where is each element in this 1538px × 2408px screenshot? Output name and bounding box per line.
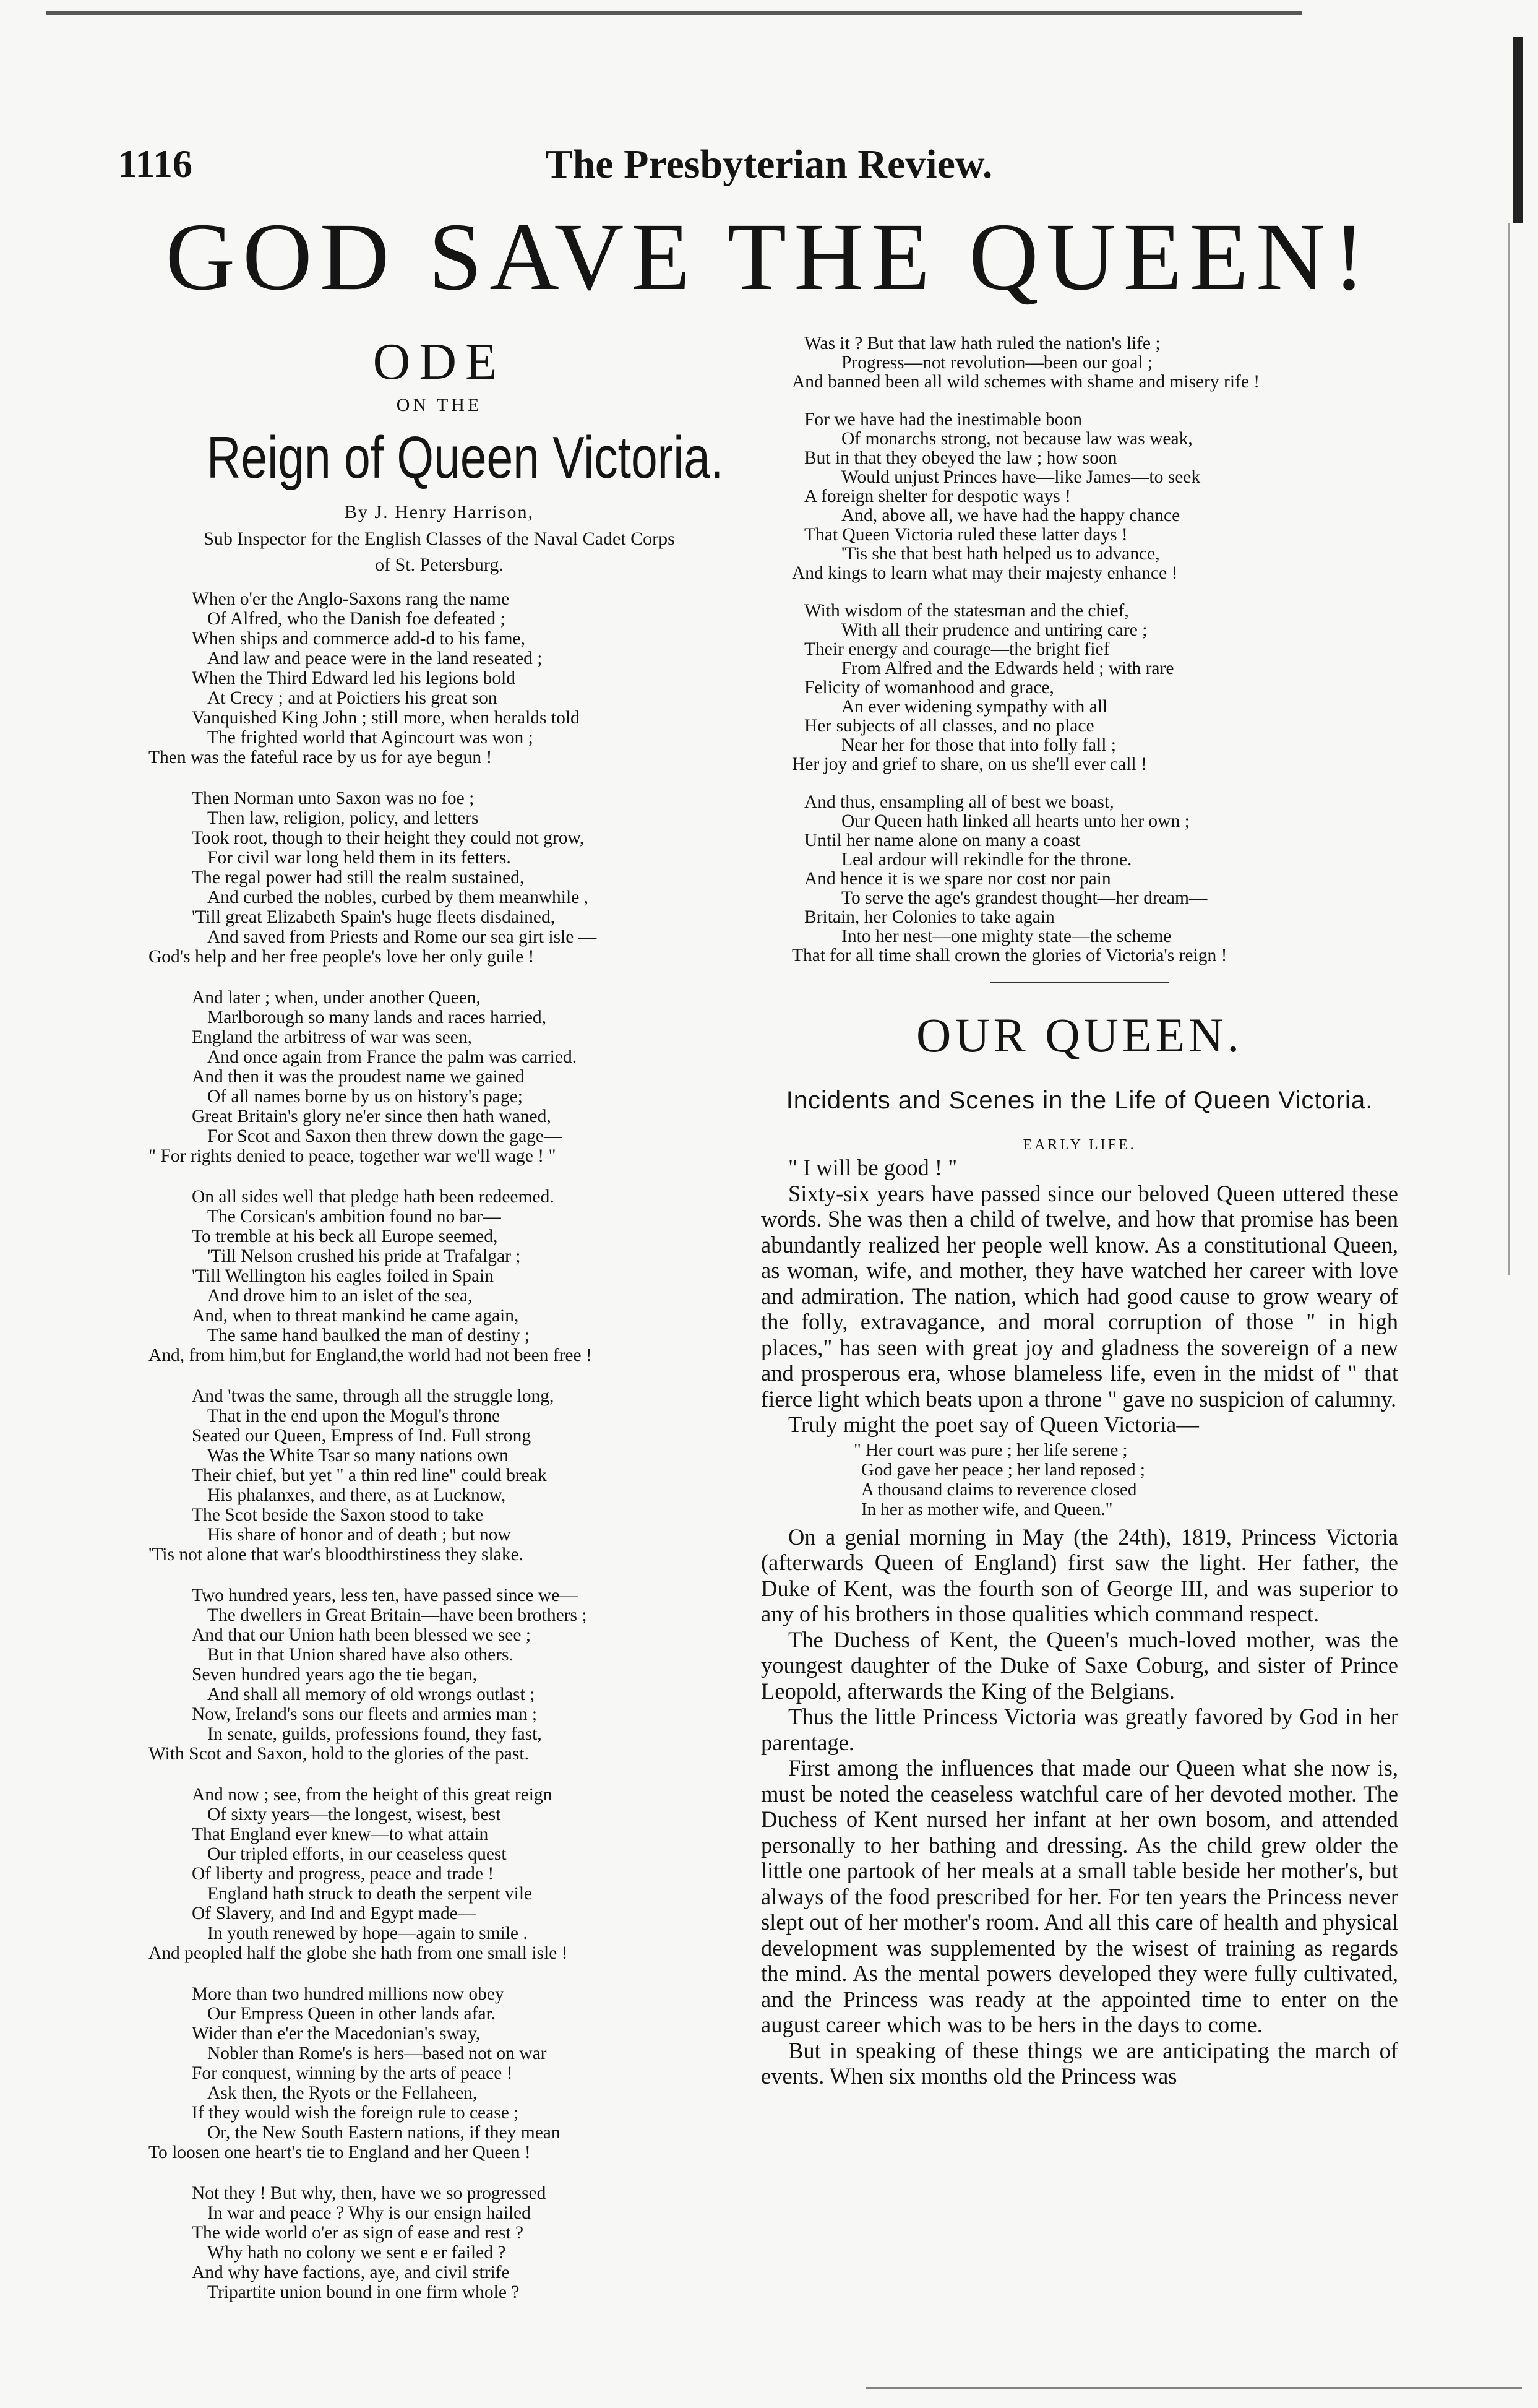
page-number: 1116 bbox=[118, 142, 192, 186]
paragraph: On a genial morning in May (the 24th), 1819, Princess Victoria (afterwards Queen of England) first saw the light. Her father, the Duke of Kent, was the fourth son of George III, and was superior to any of his brothers in those qualities which command respect. bbox=[761, 1524, 1398, 1626]
poem-line: For Scot and Saxon then threw down the gage— bbox=[207, 1126, 562, 1146]
poem-line: Of monarchs strong, not because law was weak, bbox=[841, 429, 1193, 449]
stanza bbox=[761, 410, 1398, 583]
poem-line: The regal power had still the realm sustained, bbox=[192, 868, 525, 887]
poem-line: But in that Union shared have also others. bbox=[207, 1645, 513, 1665]
poem-line: Our Empress Queen in other lands afar. bbox=[207, 2004, 496, 2024]
poem-line: England hath struck to death the serpent vile bbox=[207, 1884, 533, 1904]
poem-line: To tremble at his beck all Europe seemed, bbox=[192, 1227, 498, 1246]
poem-line: And, from him,but for England,the world had not been free ! bbox=[148, 1345, 592, 1365]
poem-line: 'Tis she that best hath helped us to advance, bbox=[841, 544, 1160, 564]
bottom-rule bbox=[866, 2387, 1522, 2389]
poem-line: Near her for those that into folly fall ; bbox=[841, 735, 1116, 755]
stanza bbox=[148, 788, 730, 967]
binding-edge-line bbox=[1508, 223, 1510, 1275]
verse-line: A thousand claims to reverence closed bbox=[861, 1479, 1137, 1500]
poem-line: And hence it is we spare nor cost nor pain bbox=[804, 869, 1111, 889]
poem-line: Of liberty and progress, peace and trade ! bbox=[192, 1864, 494, 1884]
poem-line: If they would wish the foreign rule to cease ; bbox=[192, 2103, 519, 2123]
poem-line: The frighted world that Agincourt was won ; bbox=[207, 728, 533, 748]
poem-line: To loosen one heart's tie to England and her Queen ! bbox=[148, 2143, 531, 2162]
poem-line: And curbed the nobles, curbed by them meanwhile , bbox=[207, 887, 589, 907]
poem-line: When o'er the Anglo-Saxons rang the name bbox=[192, 589, 510, 609]
poem-line: An ever widening sympathy with all bbox=[841, 697, 1108, 717]
stanza bbox=[148, 988, 730, 1166]
paragraph: Truly might the poet say of Queen Victoria— bbox=[788, 1412, 1199, 1437]
poem-line: With wisdom of the statesman and the chief, bbox=[804, 601, 1129, 621]
poem-line: When the Third Edward led his legions bold bbox=[192, 668, 515, 688]
ode-author-note-2: of St. Petersburg. bbox=[375, 555, 504, 575]
poem-line: Of sixty years—the longest, wisest, best bbox=[207, 1805, 501, 1824]
poem-line: Their chief, but yet " a thin red line" could break bbox=[192, 1465, 547, 1485]
poem-line: That for all time shall crown the glories of Victoria's reign ! bbox=[792, 946, 1227, 965]
poem-line: Of Alfred, who the Danish foe defeated ; bbox=[207, 609, 505, 629]
verse-quote bbox=[761, 1440, 1398, 1519]
poem-line: Took root, though to their height they could not grow, bbox=[192, 828, 585, 848]
stanza bbox=[148, 2183, 730, 2302]
section-heading: EARLY LIFE. bbox=[1023, 1137, 1136, 1153]
poem-line: England the arbitress of war was seen, bbox=[192, 1027, 473, 1047]
poem-line: Marlborough so many lands and races harried, bbox=[207, 1008, 547, 1027]
poem-line: For conquest, winning by the arts of peace ! bbox=[192, 2063, 513, 2083]
poem-line: And kings to learn what may their majesty enhance ! bbox=[792, 563, 1178, 583]
poem-line: In war and peace ? Why is our ensign hailed bbox=[207, 2203, 531, 2223]
poem-line: The same hand baulked the man of destiny ; bbox=[207, 1326, 530, 1345]
stanza bbox=[148, 1984, 730, 2162]
poem-line: Britain, her Colonies to take again bbox=[804, 907, 1055, 927]
poem-line: And thus, ensampling all of best we boast, bbox=[804, 792, 1114, 812]
journal-name: The Presbyterian Review. bbox=[545, 142, 993, 187]
ode-author-note: Sub Inspector for the English Classes of the Naval Cadet Corps bbox=[204, 529, 675, 549]
poem-line: In youth renewed by hope—again to smile . bbox=[207, 1923, 528, 1943]
poem-line: The dwellers in Great Britain—have been brothers ; bbox=[207, 1605, 587, 1625]
poem-line: Was it ? But that law hath ruled the nation's life ; bbox=[804, 334, 1161, 353]
poem-line: 'Tis not alone that war's bloodthirstiness they slake. bbox=[148, 1545, 524, 1564]
poem-line: Her joy and grief to share, on us she'll ever call ! bbox=[792, 754, 1147, 774]
poem-line: God's help and her free people's love her only guile ! bbox=[148, 947, 535, 967]
poem-line: At Crecy ; and at Poictiers his great son bbox=[207, 688, 497, 708]
poem-line: With Scot and Saxon, hold to the glories of the past. bbox=[148, 1744, 529, 1764]
poem-line: " For rights denied to peace, together war we'll wage ! " bbox=[148, 1146, 556, 1166]
poem-line: That Queen Victoria ruled these latter days ! bbox=[804, 525, 1128, 545]
poem-line: Would unjust Princes have—like James—to seek bbox=[841, 467, 1201, 487]
poem-line: That England ever knew—to what attain bbox=[192, 1824, 489, 1844]
ode-heading: ODE bbox=[372, 333, 506, 391]
poem-line: 'Till Nelson crushed his pride at Trafalgar ; bbox=[207, 1246, 521, 1266]
poem-line: From Alfred and the Edwards held ; with rare bbox=[841, 658, 1174, 678]
stanza bbox=[148, 1386, 730, 1564]
paragraph: Sixty-six years have passed since our beloved Queen uttered these words. She was then a child of twelve, and how that promise has been abundantly realized her people well know. As a constitutional Queen, as woman, wife, and mother, they have watched her career with love and admiration. The nation, which had good cause to grow weary of the folly, extravagance, and moral corruption of those " in high places," has seen with great joy and gladness the sovereign of a new and prosperous era, whose blameless life, even in the midst of " that fierce light which beats upon a throne " gave no suspicion of calumny. bbox=[761, 1180, 1398, 1412]
verse-line: " Her court was pure ; her life serene ; bbox=[854, 1439, 1128, 1460]
paragraph: Thus the little Princess Victoria was greatly favored by God in her parentage. bbox=[761, 1704, 1398, 1755]
poem-line: Progress—not revolution—been our goal ; bbox=[841, 353, 1153, 373]
poem-line: 'Till Wellington his eagles foiled in Spain bbox=[192, 1266, 494, 1286]
poem-line: To serve the age's grandest thought—her dream— bbox=[841, 888, 1208, 908]
poem-line: Not they ! But why, then, have we so progressed bbox=[192, 2183, 546, 2203]
ode-continuation bbox=[761, 334, 1398, 965]
stanza bbox=[761, 793, 1398, 965]
poem-line: And then it was the proudest name we gained bbox=[192, 1067, 525, 1087]
poem-line: The Corsican's ambition found no bar— bbox=[207, 1207, 501, 1227]
poem-line: Two hundred years, less ten, have passed since we— bbox=[192, 1586, 578, 1605]
poem-line: In senate, guilds, professions found, they fast, bbox=[207, 1724, 542, 1744]
article-body bbox=[761, 1155, 1398, 2089]
poem-line: Then Norman unto Saxon was no foe ; bbox=[192, 788, 475, 808]
poem-line: The wide world o'er as sign of ease and rest ? bbox=[192, 2223, 524, 2243]
poem-line: His share of honor and of death ; but now bbox=[207, 1525, 511, 1545]
poem-line: For civil war long held them in its fetters. bbox=[207, 848, 511, 868]
poem-line: That in the end upon the Mogul's throne bbox=[207, 1406, 500, 1426]
running-head bbox=[0, 130, 1538, 198]
poem-line: Vanquished King John ; still more, when heralds told bbox=[192, 708, 580, 728]
opening-quote: " I will be good ! " bbox=[788, 1155, 958, 1180]
stanza bbox=[148, 1187, 730, 1365]
article-subtitle: Incidents and Scenes in the Life of Queen Victoria. bbox=[786, 1087, 1373, 1114]
page-title: GOD SAVE THE QUEEN! bbox=[165, 203, 1373, 310]
poem-line: And law and peace were in the land reseated ; bbox=[207, 649, 543, 668]
poem-line: Was the White Tsar so many nations own bbox=[207, 1446, 509, 1465]
poem-line: And later ; when, under another Queen, bbox=[192, 988, 481, 1008]
poem-line: Felicity of womanhood and grace, bbox=[804, 678, 1054, 697]
stanza bbox=[148, 1586, 730, 1764]
ode-poem bbox=[148, 589, 730, 2302]
poem-line: And drove him to an islet of the sea, bbox=[207, 1286, 473, 1306]
poem-line: Of Slavery, and Ind and Egypt made— bbox=[192, 1904, 476, 1923]
poem-line: A foreign shelter for despotic ways ! bbox=[804, 486, 1071, 506]
poem-line: For we have had the inestimable boon bbox=[804, 410, 1082, 429]
poem-line: And 'twas the same, through all the struggle long, bbox=[192, 1386, 554, 1406]
poem-line: Tripartite union bound in one firm whole ? bbox=[207, 2282, 520, 2302]
poem-line: The Scot beside the Saxon stood to take bbox=[192, 1505, 484, 1525]
poem-line: Leal ardour will rekindle for the throne. bbox=[841, 850, 1132, 870]
ode-byline: By J. Henry Harrison, bbox=[344, 502, 535, 522]
poem-line: And why have factions, aye, and civil strife bbox=[192, 2263, 510, 2282]
poem-line: And, above all, we have had the happy chance bbox=[841, 506, 1180, 525]
poem-line: And that our Union hath been blessed we see ; bbox=[192, 1625, 531, 1645]
poem-line: Or, the New South Eastern nations, if they mean bbox=[207, 2123, 561, 2143]
poem-line: Until her name alone on many a coast bbox=[804, 831, 1081, 850]
paragraph: The Duchess of Kent, the Queen's much-loved mother, was the youngest daughter of the Duke of Saxe Coburg, and sister of Prince Leopold, afterwards the King of the Belgians. bbox=[761, 1626, 1398, 1704]
poem-line: But in that they obeyed the law ; how soon bbox=[804, 448, 1117, 468]
stanza bbox=[148, 589, 730, 767]
poem-line: More than two hundred millions now obey bbox=[192, 1984, 504, 2004]
right-column bbox=[761, 334, 1398, 2089]
poem-line: Why hath no colony we sent e er failed ? bbox=[207, 2243, 506, 2263]
stanza bbox=[761, 602, 1398, 774]
ode-reign-title: Reign of Queen Victoria. bbox=[207, 425, 724, 491]
stanza bbox=[148, 1785, 730, 1963]
poem-line: Then was the fateful race by us for aye begun ! bbox=[148, 748, 492, 767]
poem-line: Of all names borne by us on history's page; bbox=[207, 1087, 523, 1107]
paragraph: But in speaking of these things we are anticipating the march of events. When six months old the Princess was bbox=[761, 2037, 1398, 2089]
poem-line: On all sides well that pledge hath been redeemed. bbox=[192, 1187, 554, 1207]
poem-line: Now, Ireland's sons our fleets and armies man ; bbox=[192, 1704, 538, 1724]
poem-line: Her subjects of all classes, and no place bbox=[804, 716, 1094, 736]
poem-line: Ask then, the Ryots or the Fellaheen, bbox=[207, 2083, 478, 2103]
left-column bbox=[148, 334, 730, 2302]
poem-line: Seated our Queen, Empress of Ind. Full strong bbox=[192, 1426, 531, 1446]
poem-line: And saved from Priests and Rome our sea girt isle — bbox=[207, 927, 597, 947]
verse-line: In her as mother wife, and Queen." bbox=[861, 1499, 1113, 1519]
poem-line: Their energy and courage—the bright fief bbox=[804, 639, 1110, 659]
poem-line: And now ; see, from the height of this great reign bbox=[192, 1785, 552, 1805]
poem-line: And peopled half the globe she hath from one small isle ! bbox=[148, 1943, 568, 1963]
poem-line: His phalanxes, and there, as at Lucknow, bbox=[207, 1485, 506, 1505]
poem-line: Great Britain's glory ne'er since then hath waned, bbox=[192, 1107, 551, 1126]
poem-line: Wider than e'er the Macedonian's sway, bbox=[192, 2024, 481, 2043]
poem-line: Then law, religion, policy, and letters bbox=[207, 808, 479, 828]
poem-line: And banned been all wild schemes with shame and misery rife ! bbox=[792, 372, 1260, 392]
top-rule bbox=[46, 11, 1302, 15]
poem-line: Seven hundred years ago the tie began, bbox=[192, 1665, 478, 1685]
poem-line: And shall all memory of old wrongs outlast ; bbox=[207, 1685, 535, 1704]
poem-line: Nobler than Rome's is hers—based not on war bbox=[207, 2043, 547, 2063]
poem-line: And, when to threat mankind he came again, bbox=[192, 1306, 519, 1326]
ode-on-the: ON THE bbox=[396, 395, 483, 415]
poem-line: Our tripled efforts, in our ceaseless quest bbox=[207, 1844, 507, 1864]
paragraph: First among the influences that made our Queen what she now is, must be noted the ceaseless watchful care of her devoted mother. The Duchess of Kent nursed her infant at her own bosom, and attended personally to her bathing and dressing. As the child grew older the little one partook of her meals at a small table beside her mother's, but always of the food prescribed for her. For ten years the Princess never slept out of her mother's room. And all this care of health and physical development was supplemented by the wisest of training as regards the mind. As the mental powers developed they were fully cultivated, and the Princess was ready at the appointed time to enter on the august career which was to be hers in the days to come. bbox=[761, 1755, 1398, 2037]
poem-line: 'Till great Elizabeth Spain's huge fleets disdained, bbox=[192, 907, 556, 927]
article-title: OUR QUEEN. bbox=[916, 1008, 1243, 1062]
poem-line: With all their prudence and untiring care ; bbox=[841, 620, 1148, 640]
stanza bbox=[761, 334, 1398, 392]
poem-line: Our Queen hath linked all hearts unto her own ; bbox=[841, 811, 1190, 831]
poem-line: And once again from France the palm was carried. bbox=[207, 1047, 577, 1067]
poem-line: Into her nest—one mighty state—the scheme bbox=[841, 926, 1172, 946]
verse-line: God gave her peace ; her land reposed ; bbox=[861, 1459, 1145, 1480]
poem-line: When ships and commerce add-d to his fame, bbox=[192, 629, 526, 649]
section-divider bbox=[990, 982, 1169, 983]
